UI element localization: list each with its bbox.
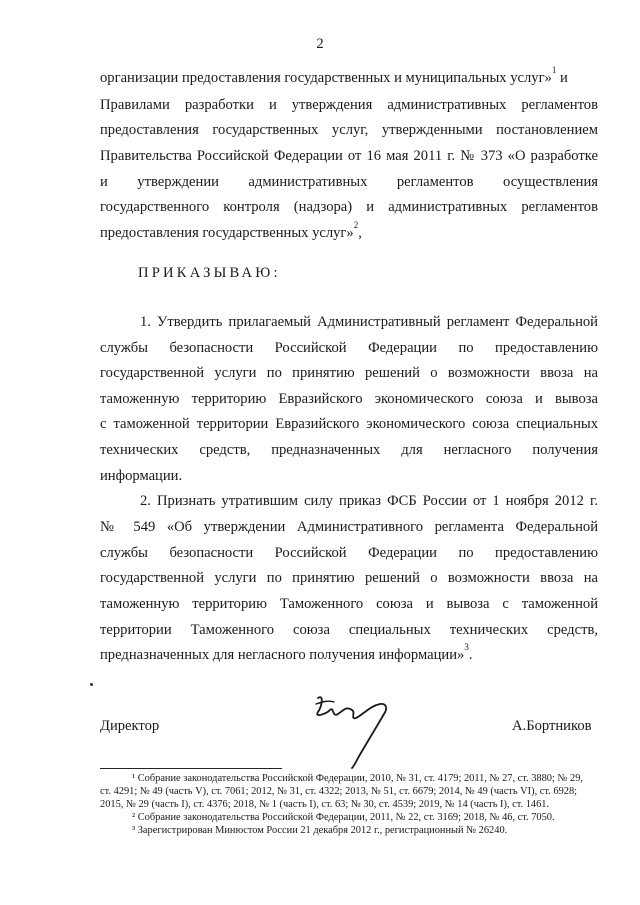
order-heading: ПРИКАЗЫВАЮ: [138,265,281,281]
item1-line-4: таможенную территорию Евразийского экономического союза и вывоза [100,391,598,407]
intro-line-1-text: организации предоставления государственных и муниципальных услуг» [100,70,552,86]
item1-line-1: 1. Утвердить прилагаемый Административный регламент Федеральной [140,314,598,330]
item2-line-7-text: предназначенных для негласного получения информации» [100,647,465,663]
intro-line-4: Правительства Российской Федерации от 16 мая 2011 г. № 373 «О разработке [100,148,598,164]
footnote-ref-2: 2 [353,220,359,231]
item2-line-2: № 549 «Об утверждении Административного регламента Федеральной [100,519,598,535]
footnote-ref-1: 1 [551,65,557,76]
intro-line-7-text: предоставления государственных услуг» [100,225,354,241]
item2-line-3: службы безопасности Российской Федерации по предоставлению [100,545,598,561]
item2-line-7-suffix: . [468,647,473,663]
page-number: 2 [316,36,324,52]
footnote-ref-3: 3 [464,642,469,653]
item2-line-7 [100,642,598,665]
item1-line-3: государственной услуги по принятию решений о возможности ввоза на [100,365,598,381]
intro-line-1-suffix: и [560,70,568,86]
signatory-name: А.Бортников [512,718,592,734]
intro-line-6: государственного контроля (надзора) и административных регламентов [100,199,598,215]
item2-line-5: таможенную территорию Таможенного союза и вывоза с таможенной [100,596,598,612]
item1-line-6: технических средств, предназначенных для негласного получения [100,442,598,458]
item2-line-1: 2. Признать утратившим силу приказ ФСБ России от 1 ноября 2012 г. [140,493,598,509]
footnote-1-line-3: 2015, № 29 (часть I), ст. 4376; 2018, № 1 (часть I), ст. 63; № 30, ст. 4539; 2019, № 14 (часть I), ст. 1461. [100,799,550,810]
intro-line-7 [100,220,598,243]
signatory-position: Директор [100,718,160,734]
handwritten-signature [310,692,400,772]
intro-line-5: и утверждении административных регламентов осуществления [100,174,598,190]
item1-line-7: информации. [100,468,183,484]
item1-line-5: с таможенной территории Евразийского экономического союза специальных [100,416,598,432]
footnote-1-line-1: ¹ Собрание законодательства Российской Федерации, 2010, № 31, ст. 4179; 2011, № 27, ст. 3880; № 29, [132,773,583,784]
item1-line-2: службы безопасности Российской Федерации по предоставлению [100,340,598,356]
item2-line-4: государственной услуги по принятию решений о возможности ввоза на [100,570,598,586]
footnote-1-line-2: ст. 4291; № 49 (часть V), ст. 7061; 2012, № 31, ст. 4322; 2013, № 51, ст. 6679; 2014, № 49 (часть VI), ст. 6928; [100,786,578,797]
footnote-2: ² Собрание законодательства Российской Федерации, 2011, № 22, ст. 3169; 2018, № 46, ст. 7050. [132,812,555,823]
stray-mark [90,683,93,686]
intro-line-3: предоставления государственных услуг, утвержденными постановлением [100,122,598,138]
footnote-3: ³ Зарегистрирован Минюстом России 21 декабря 2012 г., регистрационный № 26240. [132,825,508,836]
intro-line-7-suffix: , [358,225,362,241]
item2-line-6: территории Таможенного союза специальных технических средств, [100,622,598,638]
intro-line-1 [100,65,598,88]
footnote-divider [100,768,282,769]
intro-line-2: Правилами разработки и утверждения административных регламентов [100,97,598,113]
